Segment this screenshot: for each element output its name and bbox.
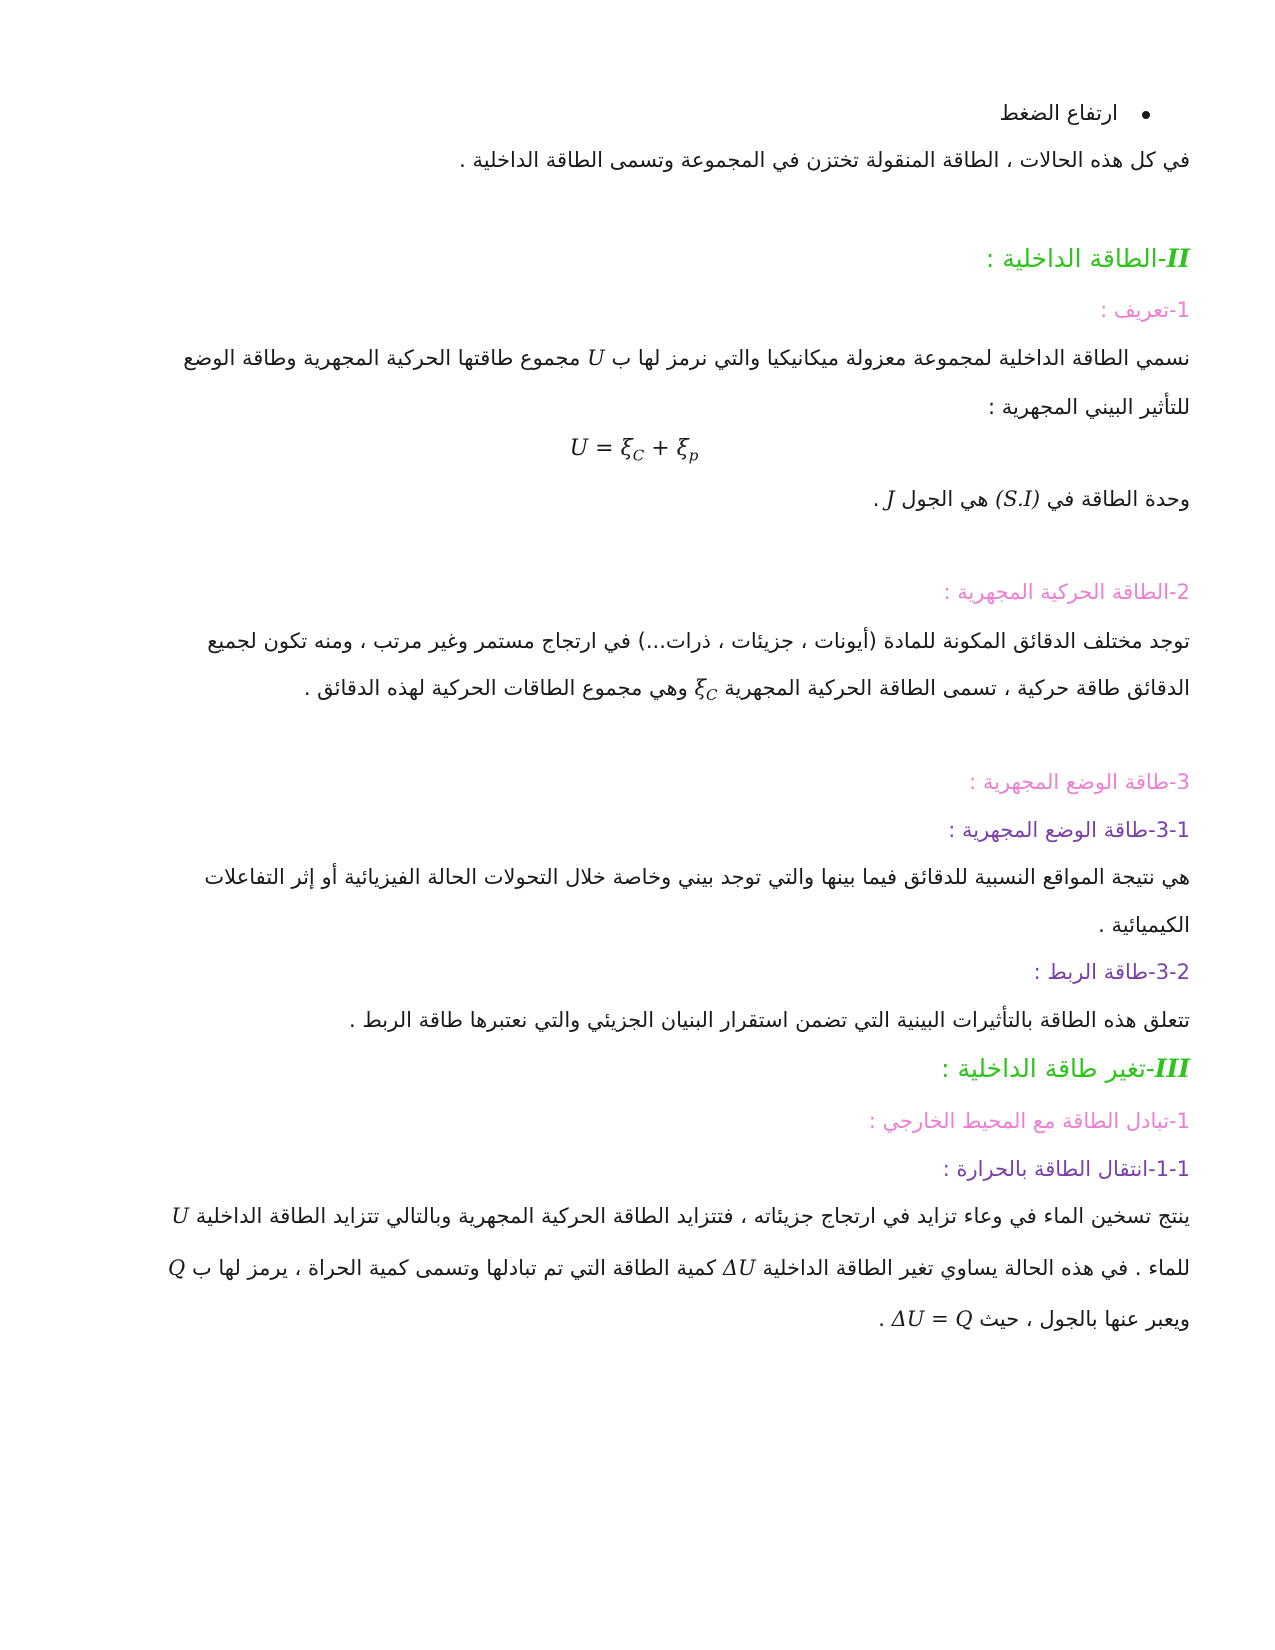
section-title: -الطاقة الداخلية : bbox=[985, 244, 1167, 273]
section-heading-internal-energy bbox=[986, 243, 1190, 275]
formula-sub-p: p bbox=[688, 446, 699, 465]
definition-line-2: للتأثير البيني المجهرية : bbox=[987, 395, 1190, 419]
kinetic-text-b: وهي مجموع الطاقات الحركية لهذه الدقائق . bbox=[303, 676, 688, 700]
heat-text-a: ينتج تسخين الماء في وعاء تزايد في ارتجاج جزيئاته ، فتتزايد الطاقة الحركية المجهرية وبالتالي تتزايد الطاقة الداخلية bbox=[195, 1204, 1190, 1228]
heat-text-d: ويعبر عنها بالجول ، حيث bbox=[979, 1307, 1190, 1331]
energy-unit-line bbox=[873, 484, 1190, 514]
equation-delta-u-q: ΔU = Q bbox=[891, 1307, 973, 1331]
definition-line-1 bbox=[183, 343, 1190, 373]
section-number: III bbox=[1154, 1054, 1190, 1083]
section-heading-energy-change bbox=[941, 1053, 1190, 1085]
symbol-u: U bbox=[171, 1204, 190, 1228]
heat-line-1 bbox=[171, 1201, 1190, 1231]
heat-text-c: كمية الطاقة التي تم تبادلها وتسمى كمية الحراة ، يرمز لها ب bbox=[191, 1256, 717, 1280]
unit-period: . bbox=[872, 487, 880, 511]
definition-text-b: مجموع طاقتها الحركية المجهرية وطاقة الوضع bbox=[183, 346, 581, 370]
potential-heading: 3-طاقة الوضع المجهرية : bbox=[969, 770, 1190, 794]
bullet-item: ارتفاع الضغط bbox=[999, 101, 1118, 125]
bond-subheading: 3-2-طاقة الربط : bbox=[1033, 960, 1190, 984]
potential-line-1: هي نتيجة المواقع النسبية للدقائق فيما بينها والتي توجد بيني وخاصة خلال التحولات الحالة الفيزيائية أو إثر التفاعلات bbox=[204, 865, 1190, 889]
potential-subheading-1: 3-1-طاقة الوضع المجهرية : bbox=[948, 818, 1190, 842]
formula-lhs: U = ξ bbox=[569, 436, 633, 461]
heat-heading: 1-1-انتقال الطاقة بالحرارة : bbox=[942, 1157, 1190, 1181]
definition-heading: 1-تعريف : bbox=[1100, 298, 1190, 322]
section-number: II bbox=[1166, 244, 1190, 273]
internal-energy-formula bbox=[78, 436, 1190, 464]
kinetic-heading: 2-الطاقة الحركية المجهرية : bbox=[943, 580, 1190, 604]
bullet-icon bbox=[1142, 111, 1150, 119]
heat-text-b: للماء . في هذه الحالة يساوي تغير الطاقة الداخلية bbox=[762, 1256, 1190, 1280]
unit-joule-symbol: J bbox=[886, 487, 895, 511]
symbol-delta-u: ΔU bbox=[722, 1256, 756, 1280]
kinetic-line-1: توجد مختلف الدقائق المكونة للمادة (أيونات ، جزيئات ، ذرات...) في ارتجاج مستمر وغير مرتب ، ومنه تكون لجميع bbox=[207, 629, 1190, 653]
definition-text-a: نسمي الطاقة الداخلية لمجموعة معزولة ميكانيكيا والتي نرمز لها ب bbox=[611, 346, 1190, 370]
symbol-q: Q bbox=[168, 1256, 186, 1280]
exchange-heading: 1-تبادل الطاقة مع المحيط الخارجي : bbox=[868, 1109, 1190, 1133]
unit-si: (S.I) bbox=[995, 487, 1041, 511]
symbol-u: U bbox=[587, 346, 605, 370]
kinetic-text-a: الدقائق طاقة حركية ، تسمى الطاقة الحركية المجهرية bbox=[724, 676, 1190, 700]
bond-line: تتعلق هذه الطاقة بالتأثيرات البينية التي تضمن استقرار البنيان الجزيئي والتي نعتبرها طاقة الربط . bbox=[348, 1008, 1190, 1032]
potential-line-2: الكيميائية . bbox=[1098, 913, 1190, 937]
section-title: -تغير طاقة الداخلية : bbox=[941, 1054, 1155, 1083]
heat-line-2 bbox=[168, 1253, 1190, 1283]
paragraph-intro: في كل هذه الحالات ، الطاقة المنقولة تختزن في المجموعة وتسمى الطاقة الداخلية . bbox=[459, 148, 1190, 172]
unit-text-b: هي الجول bbox=[901, 487, 989, 511]
formula-mid: + ξ bbox=[644, 436, 689, 461]
kinetic-symbol: $\xi_C$ bbox=[694, 676, 718, 705]
heat-period: . bbox=[878, 1307, 885, 1331]
unit-text-a: وحدة الطاقة في bbox=[1046, 487, 1190, 511]
formula-sub-c: C bbox=[632, 446, 645, 465]
kinetic-line-2 bbox=[304, 673, 1190, 710]
heat-line-3 bbox=[878, 1304, 1190, 1334]
